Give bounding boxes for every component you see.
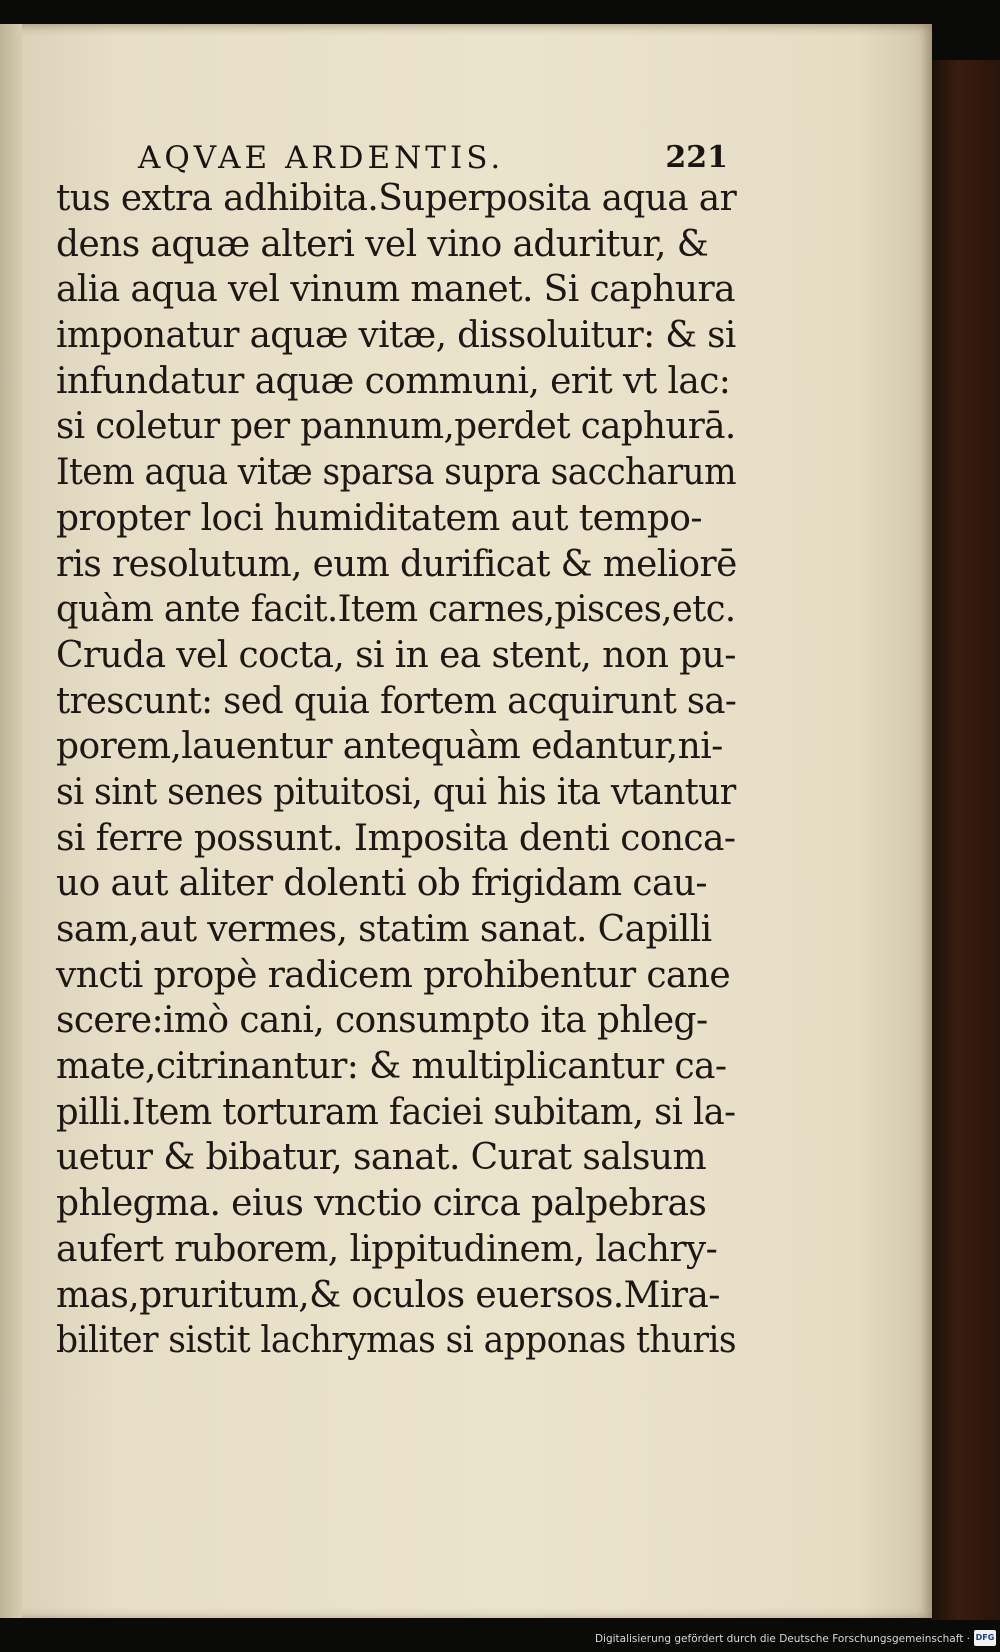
running-head — [138, 136, 728, 180]
text-line: alia aqua vel vinum manet. Si caphura — [56, 269, 735, 311]
text-line: Cruda vel cocta, si in ea stent, non pu- — [56, 634, 736, 676]
text-line: imponatur aquæ vitæ, dissoluitur: & si — [56, 315, 736, 357]
text-line: ris resolutum, eum durificat & meliorē — [56, 543, 737, 585]
text-line: si coletur per pannum,perdet caphurā. — [56, 406, 736, 448]
book-edge-shadow — [930, 60, 1000, 1620]
text-line: sam,aut vermes, statim sanat. Capilli — [56, 909, 712, 950]
running-title: AQVAE ARDENTIS. — [138, 140, 505, 176]
text-line: vncti propè radicem prohibentur cane — [56, 954, 731, 996]
text-line: phlegma. eius vnctio circa palpebras — [56, 1183, 707, 1225]
text-line: aufert ruborem, lippitudinem, lachry- — [56, 1228, 718, 1270]
text-line: porem,lauentur antequàm edantur,ni- — [56, 726, 723, 768]
page-gutter — [0, 24, 22, 1618]
text-line: Item aqua vitæ sparsa supra saccharum — [56, 452, 737, 494]
text-line: mate,citrinantur: & multiplicantur ca- — [56, 1046, 727, 1088]
text-line: tus extra adhibita.Superposita aqua ar — [56, 178, 737, 219]
text-line: si sint senes pituitosi, qui his ita vtantur — [56, 771, 736, 813]
text-line: propter loci humiditatem aut tempo- — [56, 497, 702, 539]
text-line: infundatur aquæ communi, erit vt lac: — [56, 360, 731, 402]
text-line: mas,pruritum,& oculos euersos.Mira- — [56, 1274, 720, 1316]
text-line: uetur & bibatur, sanat. Curat salsum — [56, 1137, 707, 1179]
page-number: 221 — [665, 140, 728, 175]
text-line: trescunt: sed quia fortem acquirunt sa- — [56, 680, 737, 722]
book-page — [0, 24, 932, 1618]
text-line: scere:imò cani, consumpto ita phleg- — [56, 1000, 708, 1042]
text-body — [56, 176, 736, 1364]
dfg-logo: DFG — [974, 1630, 996, 1646]
text-line: uo aut aliter dolenti ob frigidam cau- — [56, 863, 707, 905]
text-line: pilli.Item torturam faciei subitam, si la- — [56, 1091, 736, 1133]
text-line: quàm ante facit.Item carnes,pisces,etc. — [56, 589, 736, 631]
text-line: biliter sistit lachrymas si apponas thuris — [56, 1320, 737, 1362]
footer-bar — [0, 1626, 1000, 1652]
text-line: dens aquæ alteri vel vino aduritur, & — [56, 223, 709, 265]
text-line: si ferre possunt. Imposita denti conca- — [56, 817, 736, 859]
digitization-credit: Digitalisierung gefördert durch die Deutsche Forschungsgemeinschaft · — [594, 1633, 970, 1645]
